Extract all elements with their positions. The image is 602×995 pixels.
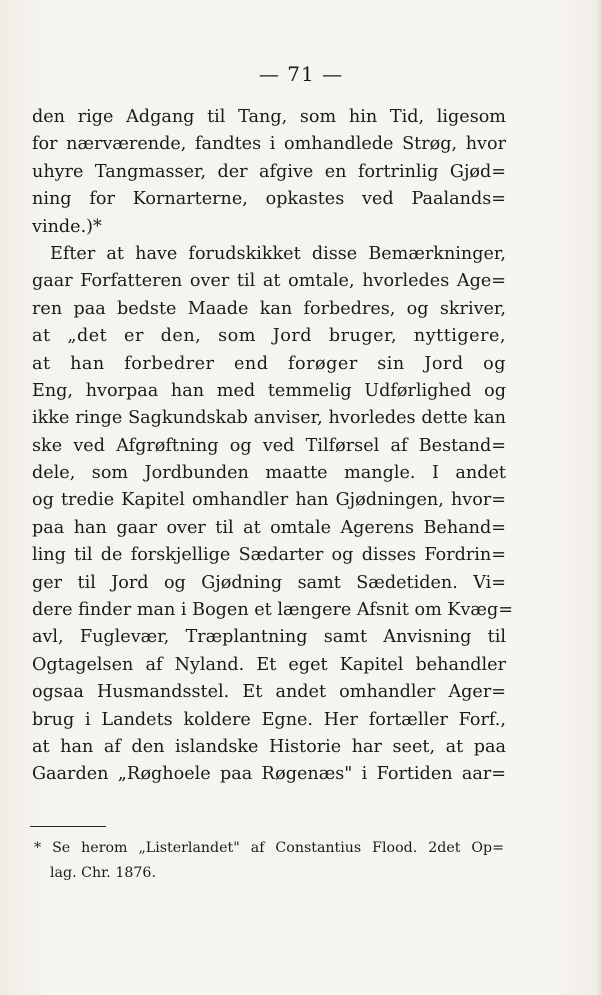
footnote (34, 836, 504, 886)
text-line: Gaarden „Røghoele paa Røgenæs" i Fortiden aar= (32, 764, 506, 785)
text-line: ikke ringe Sagkundskab anviser, hvorledes dette kan (32, 408, 506, 429)
text-line: ren paa bedste Maade kan forbedres, og skriver, (32, 298, 506, 319)
text-line: ling til de forskjellige Sædarter og disses Fordrin= (32, 545, 506, 566)
text-line: og tredie Kapitel omhandler han Gjødningen, hvor= (32, 490, 506, 511)
text-line: uhyre Tangmasser, der afgive en fortrinlig Gjød= (32, 161, 506, 182)
text-line: at „det er den, som Jord bruger, nyttigere, (32, 326, 506, 347)
text-line: Ogtagelsen af Nyland. Et eget Kapitel behandler (32, 654, 506, 675)
text-line: Efter at have forudskikket disse Bemærkninger, (50, 243, 506, 264)
text-line: paa han gaar over til at omtale Agerens Behand= (32, 517, 506, 538)
text-line: at han forbedrer end forøger sin Jord og (32, 353, 506, 374)
text-line: gaar Forfatteren over til at omtale, hvorledes Age= (32, 271, 506, 292)
text-line: ske ved Afgrøftning og ved Tilførsel af Bestand= (32, 435, 506, 456)
footnote-divider (30, 826, 106, 827)
text-line: den rige Adgang til Tang, som hin Tid, ligesom (32, 107, 506, 127)
page-edge (596, 0, 602, 995)
body-text (32, 104, 513, 789)
text-line: brug i Landets koldere Egne. Her fortæller Forf., (32, 709, 506, 730)
text-line: vinde.)* (32, 216, 102, 237)
text-line: dele, som Jordbunden maatte mangle. I andet (32, 463, 506, 484)
text-line: avl, Fuglevær, Træplantning samt Anvisning til (32, 627, 506, 648)
text-line: dere finder man i Bogen et længere Afsnit om Kvæg= (32, 600, 513, 621)
text-line: ogsaa Husmandsstel. Et andet omhandler Ager= (32, 682, 506, 703)
footnote-line: * Se herom „Listerlandet" af Constantius Flood. 2det Op= (34, 840, 504, 856)
text-line: ning for Kornarterne, opkastes ved Paalands= (32, 189, 506, 210)
text-line: Eng, hvorpaa han med temmelig Udførlighed og (32, 380, 506, 401)
page-number: — 71 — (258, 62, 344, 86)
footnote-line: lag. Chr. 1876. (50, 865, 156, 881)
text-line: at han af den islandske Historie har seet, at paa (32, 736, 506, 757)
text-line: for nærværende, fandtes i omhandlede Strøg, hvor (32, 134, 506, 155)
text-line: ger til Jord og Gjødning samt Sædetiden. Vi= (32, 572, 506, 593)
